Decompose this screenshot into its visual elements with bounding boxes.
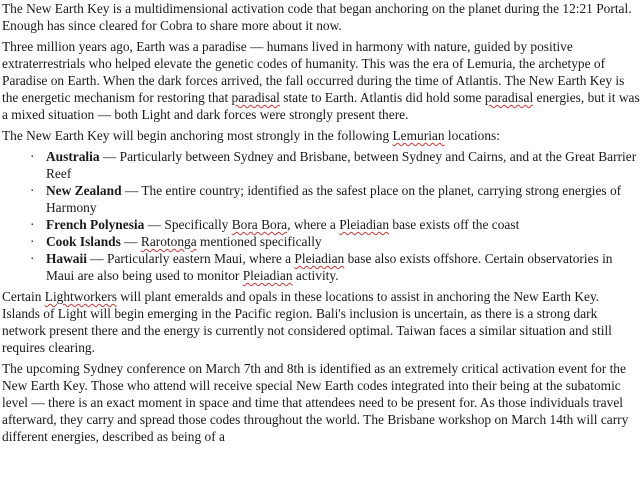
bullet-icon: · <box>30 234 35 249</box>
location-name: Cook Islands <box>46 234 121 249</box>
misspelled-word[interactable]: Rarotonga <box>140 234 197 249</box>
location-name: Hawaii <box>46 251 87 266</box>
paragraph-text: will plant emeralds and opals in these locations to assist in anchoring the New Earth Key. Islands of Light will begin emerging in the Pacific region. Bali's inclusion is uncertain, as there is a strong dark network present there and the energy is currently not considered optimal. Taiwan faces a similar situation and still requires clearing. <box>2 289 612 355</box>
location-description: — <box>120 234 141 249</box>
paragraph-text: The New Earth Key is a multidimensional activation code that began anchoring on the planet during the 12:21 Portal. Enough has since cleared for Cobra to share more about it now. <box>2 1 632 33</box>
bullet-icon: · <box>30 251 35 266</box>
list-item-australia <box>0 148 640 182</box>
list-item-new-zealand <box>0 182 640 216</box>
location-description: — The entire country; identified as the safest place on the planet, carrying strong energies of Harmony <box>46 183 622 215</box>
misspelled-word[interactable]: Pleiadian <box>339 217 390 232</box>
location-description: activity. <box>292 268 339 283</box>
location-description: — Particularly eastern Maui, where a <box>86 251 295 266</box>
misspelled-word[interactable]: paradisal <box>484 90 534 105</box>
paragraph-lemuria-history <box>2 38 640 123</box>
paragraph-anchoring-locations-intro <box>2 127 640 144</box>
misspelled-word[interactable]: paradisal <box>231 90 280 105</box>
location-description: — Specifically <box>144 217 232 232</box>
misspelled-word[interactable]: Pleiadian <box>294 251 345 266</box>
location-name: New Zealand <box>46 183 122 198</box>
paragraph-new-earth-key-intro <box>2 0 640 34</box>
misspelled-word[interactable]: Lemurian <box>392 128 445 143</box>
misspelled-word[interactable]: Bora Bora <box>231 217 288 232</box>
bullet-icon: · <box>30 217 35 232</box>
location-description: base exists off the coast <box>389 217 520 232</box>
location-name: French Polynesia <box>46 217 145 232</box>
bullet-icon: · <box>30 149 35 164</box>
list-item-french-polynesia <box>0 216 640 233</box>
misspelled-word[interactable]: Lightworkers <box>44 289 117 304</box>
paragraph-text: locations: <box>444 128 500 143</box>
location-description: — Particularly between Sydney and Brisbane, between Sydney and Cairns, and at the Great Barrier Reef <box>46 149 637 181</box>
locations-list <box>0 148 640 284</box>
bullet-icon: · <box>30 183 35 198</box>
paragraph-text: Certain <box>2 289 45 304</box>
misspelled-word[interactable]: Pleiadian <box>242 268 293 283</box>
paragraph-text: energies, but it was a mixed situation — both Light and dark forces were strongly present there. <box>2 90 640 122</box>
paragraph-text: Three million years ago, Earth was a paradise — humans lived in harmony with nature, guided by positive extraterrestrials who helped elevate the genetic codes of humanity. This was the era of Lemuria, the archetype of Paradise on Earth. When the dark forces arrived, the fall occurred during the time of Atlantis. The New Earth Key is the energetic mechanism for restoring that <box>2 39 625 105</box>
paragraph-text: The New Earth Key will begin anchoring most strongly in the following <box>2 128 393 143</box>
paragraph-text: The upcoming Sydney conference on March 7th and 8th is identified as an extremely critical activation event for the New Earth Key. Those who attend will receive special New Earth codes integrated into their being at the subatomic level — there is an exact moment in space and time that attendees need to be present for. As those individuals travel afterward, they carry and spread those codes throughout the world. The Brisbane workshop on March 14th will carry different energies, described as being of a <box>2 361 629 444</box>
location-description: , where a <box>287 217 340 232</box>
paragraph-text: state to Earth. Atlantis did hold some <box>279 90 485 105</box>
list-item-cook-islands <box>0 233 640 250</box>
location-name: Australia <box>46 149 100 164</box>
paragraph-lightworkers <box>2 288 640 356</box>
paragraph-sydney-conference <box>2 360 640 445</box>
location-description: mentioned specifically <box>196 234 322 249</box>
list-item-hawaii <box>0 250 640 284</box>
location-description: base also exists offshore. Certain observatories in Maui are also being used to monitor <box>46 251 613 283</box>
